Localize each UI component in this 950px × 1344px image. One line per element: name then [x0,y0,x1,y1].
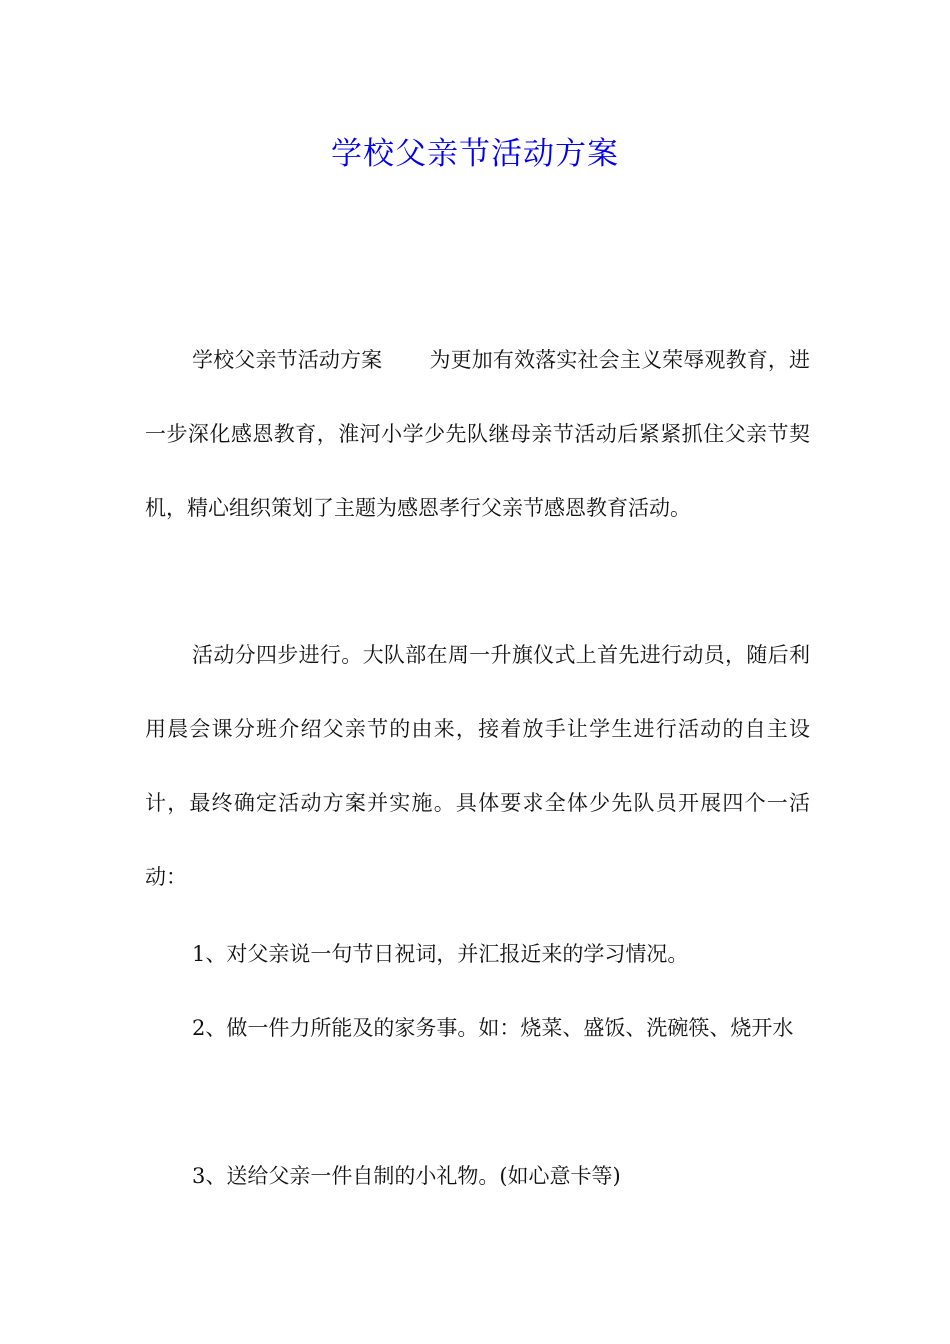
paragraph-intro [145,323,810,545]
paragraph-intro-lead: 学校父亲节活动方案 [192,348,383,372]
list-item-2: 2、做一件力所能及的家务事。如：烧菜、盛饭、洗碗筷、烧开水 [192,1016,794,1040]
paragraph-intro-text: 为更加有效落实社会主义荣辱观教育，进一步深化感恩教育，淮河小学少先队继母亲节活动后紧紧抓住父亲节契机，精心组织策划了主题为感恩孝行父亲节感恩教育活动。 [145,348,811,520]
list-item-1: 1、对父亲说一句节日祝词，并汇报近来的学习情况。 [192,942,689,966]
document-title: 学校父亲节活动方案 [331,136,619,172]
paragraph-steps: 活动分四步进行。大队部在周一升旗仪式上首先进行动员，随后利用晨会课分班介绍父亲节的由来，接着放手让学生进行活动的自主设计，最终确定活动方案并实施。具体要求全体少先队员开展四个一活动： [145,643,810,889]
list-item-3: 3、送给父亲一件自制的小礼物。(如心意卡等) [192,1164,621,1188]
